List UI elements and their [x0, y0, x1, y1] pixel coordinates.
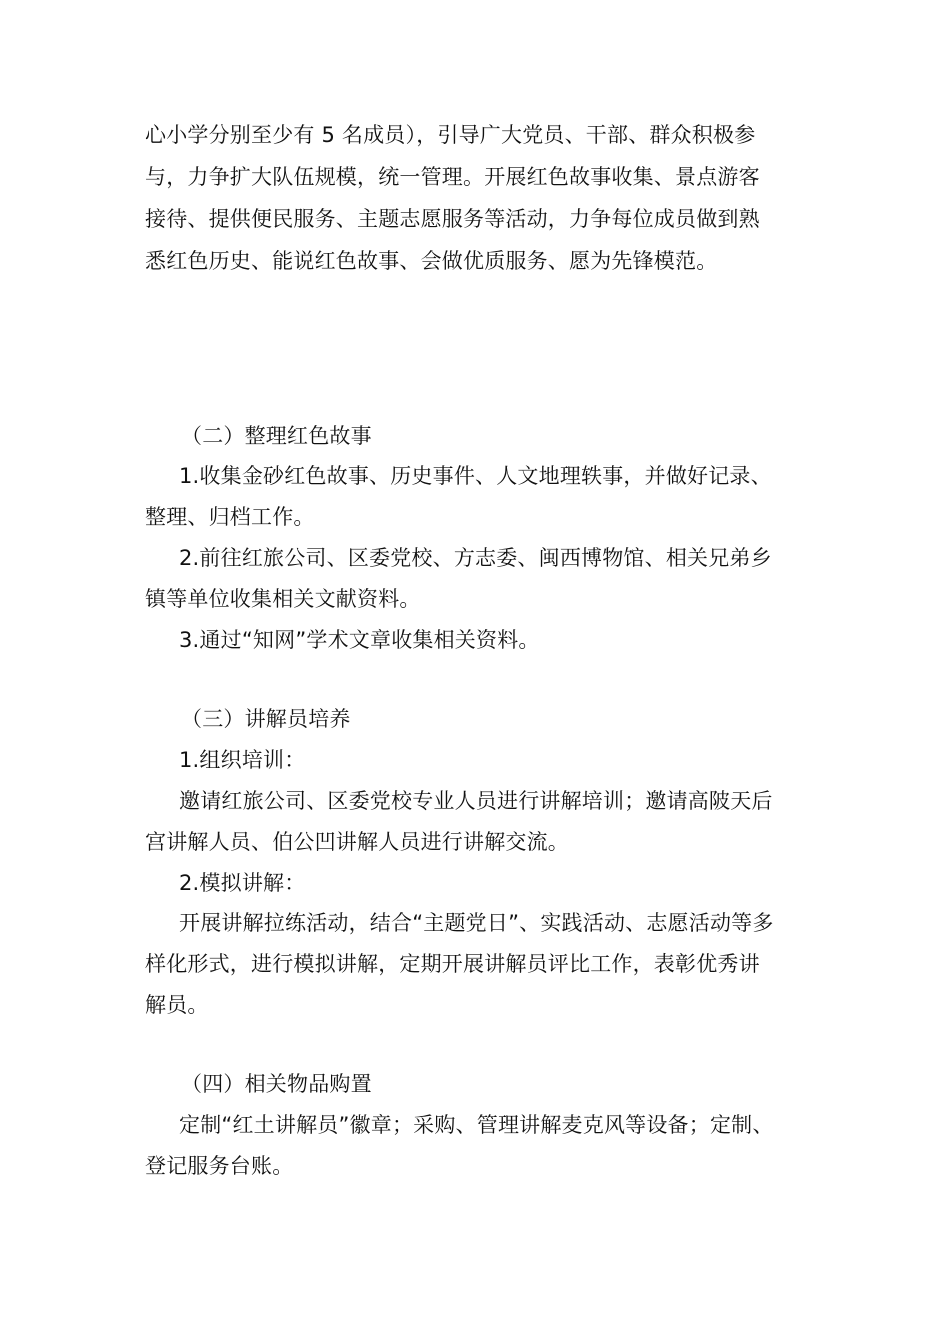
section-4-line-2: 登记服务台账。 [145, 1154, 294, 1178]
section-4-line-1: 定制“红土讲解员”徽章；采购、管理讲解麦克风等设备；定制、 [179, 1113, 774, 1137]
section-2-heading: （二）整理红色故事 [181, 424, 372, 448]
section-3-sub-1-title: 1.组织培训： [179, 748, 306, 772]
intro-line-4: 悉红色历史、能说红色故事、会做优质服务、愿为先锋模范。 [145, 249, 718, 273]
section-3-sub-1-line-1: 邀请红旅公司、区委党校专业人员进行讲解培训；邀请高陂天后 [179, 789, 773, 813]
section-3-heading: （三）讲解员培养 [181, 707, 351, 731]
section-2-item-3-line-1: 3.通过“知网”学术文章收集相关资料。 [179, 628, 540, 652]
section-2-item-2-line-1: 2.前往红旅公司、区委党校、方志委、闽西博物馆、相关兄弟乡 [179, 546, 772, 570]
section-3-sub-1-line-2: 宫讲解人员、伯公凹讲解人员进行讲解交流。 [145, 830, 569, 854]
section-2-item-2-line-2: 镇等单位收集相关文献资料。 [145, 587, 421, 611]
section-3-sub-2-line-1: 开展讲解拉练活动，结合“主题党日”、实践活动、志愿活动等多 [179, 911, 774, 935]
intro-line-2: 与，力争扩大队伍规模，统一管理。开展红色故事收集、景点游客 [145, 165, 760, 189]
section-3-sub-2-line-3: 解员。 [145, 993, 209, 1017]
section-4-heading: （四）相关物品购置 [181, 1072, 372, 1096]
section-2-item-1-line-1: 1.收集金砂红色故事、历史事件、人文地理轶事，并做好记录、 [179, 464, 772, 488]
section-3-sub-2-line-2: 样化形式，进行模拟讲解，定期开展讲解员评比工作，表彰优秀讲 [145, 952, 760, 976]
section-3-sub-2-title: 2.模拟讲解： [179, 871, 306, 895]
section-2-item-1-line-2: 整理、归档工作。 [145, 505, 315, 529]
intro-line-1: 心小学分别至少有 5 名成员），引导广大党员、干部、群众积极参 [145, 123, 756, 147]
intro-line-3: 接待、提供便民服务、主题志愿服务等活动，力争每位成员做到熟 [145, 207, 760, 231]
